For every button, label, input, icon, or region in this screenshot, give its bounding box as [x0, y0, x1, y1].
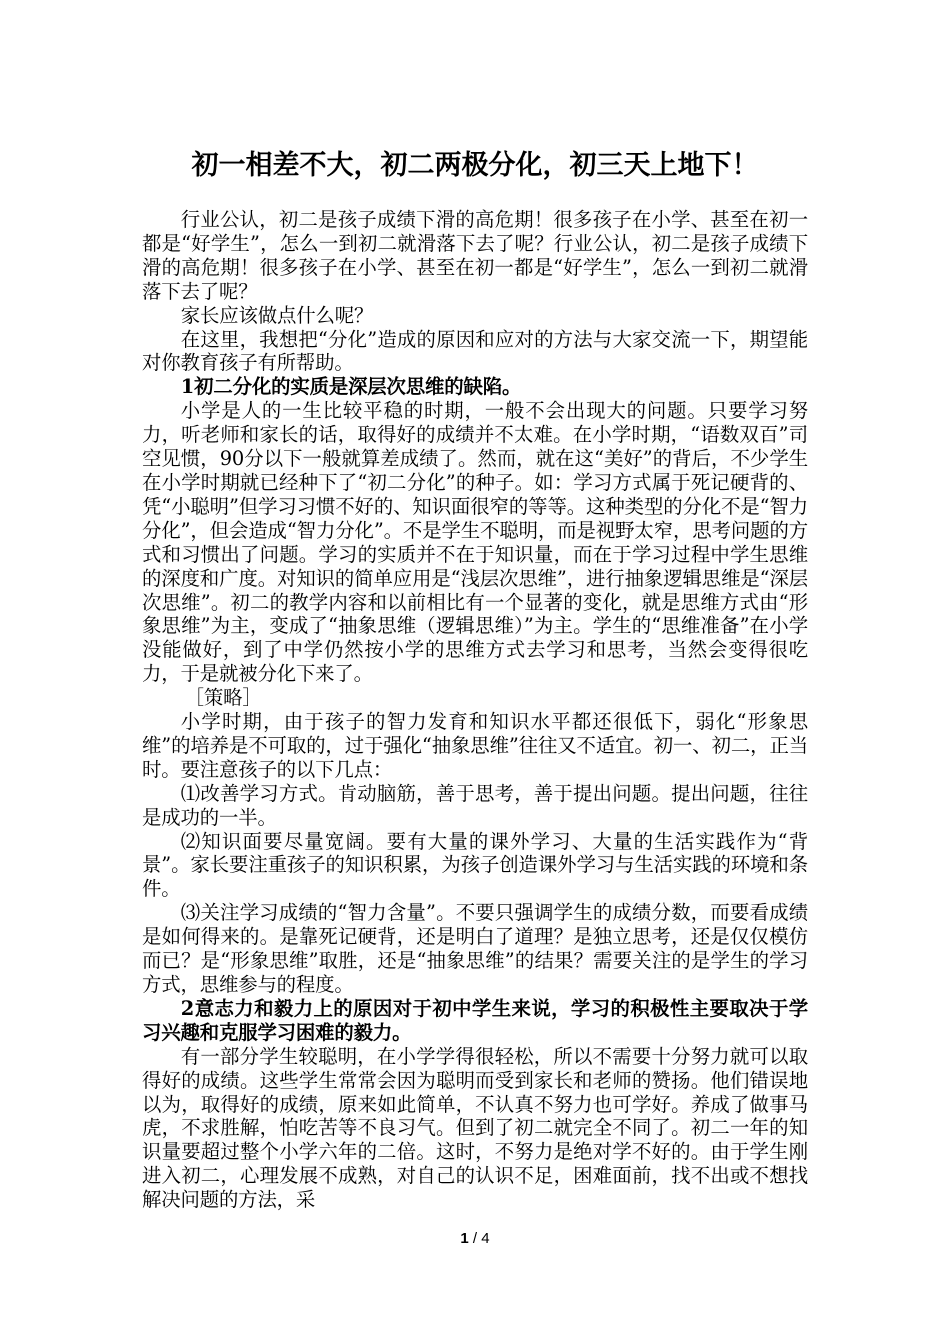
- paragraph-section-1-body: 小学是人的一生比较平稳的时期，一般不会出现大的问题。只要学习努力，听老师和家长的话，取得好的成绩并不太难。在小学时期，“语数双百”司空见惯，90分以下一般就算差成绩了。然而，就在这“美好”的背后，不少学生在小学时期就已经种下了“初二分化”的种子。如：学习方式属于死记硬背的、凭“小聪明”但学习习惯不好的、知识面很窄的等等。这种类型的分化不是“智力分化”，但会造成“智力分化”。不是学生不聪明，而是视野太窄，思考问题的方式和习惯出了问题。学习的实质并不在于知识量，而在于学习过程中学生思维的深度和广度。对知识的简单应用是“浅层次思维”，进行抽象逻辑思维是“深层次思维”。初二的教学内容和以前相比有一个显著的变化，就是思维方式由“形象思维”为主，变成了“抽象思维（逻辑思维）”为主。学生的“思维准备”在小学没能做好，到了中学仍然按小学的思维方式去学习和思考，当然会变得很吃力，于是就被分化下来了。: [142, 399, 808, 686]
- strategy-point-1: ⑴改善学习方式。肯动脑筋，善于思考，善于提出问题。提出问题，往往是成功的一半。: [142, 781, 808, 829]
- page-separator: /: [468, 1230, 482, 1247]
- strategy-point-3: ⑶关注学习成绩的“智力含量”。不要只强调学生的成绩分数，而要看成绩是如何得来的。是靠死记硬背，还是明白了道理？是独立思考，还是仅仅模仿而已？是“形象思维”取胜，还是“抽象思维”的结果？需要关注的是学生的学习方式，思维参与的程度。: [142, 901, 808, 996]
- paragraph-section-2-body: 有一部分学生较聪明，在小学学得很轻松，所以不需要十分努力就可以取得好的成绩。这些学生常常会因为聪明而受到家长和老师的赞扬。他们错误地以为，取得好的成绩，原来如此简单，不认真不努力也可学好。养成了做事马虎，不求胜解，怕吃苦等不良习气。但到了初二就完全不同了。初二一年的知识量要超过整个小学六年的二倍。这时，不努力是绝对学不好的。由于学生刚进入初二，心理发展不成熟，对自己的认识不足，困难面前，找不出或不想找解决问题的方法，采: [142, 1044, 808, 1212]
- paragraph-strategy-intro: 小学时期，由于孩子的智力发育和知识水平都还很低下，弱化“形象思维”的培养是不可取的，过于强化“抽象思维”往往又不适宜。初一、初二，正当时。要注意孩子的以下几点：: [142, 710, 808, 781]
- document-title: 初一相差不大，初二两极分化，初三天上地下！: [191, 150, 759, 181]
- paragraph-intro: 行业公认，初二是孩子成绩下滑的高危期！很多孩子在小学、甚至在初一都是“好学生”，怎么一到初二就滑落下去了呢？行业公认，初二是孩子成绩下滑的高危期！很多孩子在小学、甚至在初一都是“好学生”，怎么一到初二就滑落下去了呢？: [142, 208, 808, 303]
- document-body: [142, 208, 808, 1212]
- strategy-label: ［策略］: [184, 686, 262, 710]
- total-pages-number: 4: [481, 1230, 490, 1247]
- current-page-number: 1: [460, 1230, 469, 1247]
- section-heading-1: 1初二分化的实质是深层次思维的缺陷。: [180, 375, 522, 399]
- section-heading-2: 2意志力和毅力上的原因对于初中学生来说，学习的积极性主要取决于学习兴趣和克服学习困难的毅力。: [142, 996, 808, 1044]
- paragraph-question: 家长应该做点什么呢？: [180, 303, 374, 327]
- strategy-point-2: ⑵知识面要尽量宽阔。要有大量的课外学习、大量的生活实践作为“背景”。家长要注重孩子的知识积累，为孩子创造课外学习与生活实践的环境和条件。: [142, 829, 808, 901]
- page-number: [0, 1230, 950, 1247]
- paragraph-purpose: 在这里，我想把“分化”造成的原因和应对的方法与大家交流一下，期望能对你教育孩子有所帮助。: [142, 327, 808, 375]
